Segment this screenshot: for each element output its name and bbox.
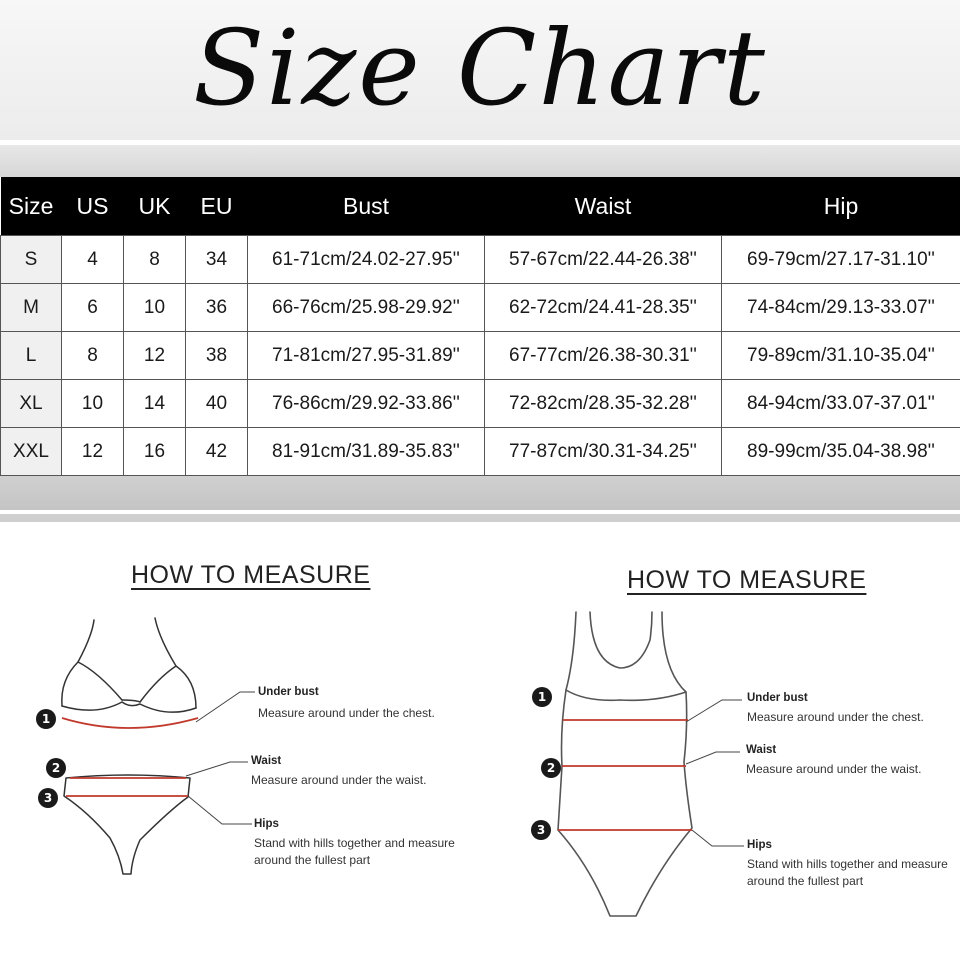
header-hip: Hip	[722, 177, 960, 236]
under-bust-label-left: Under bust	[258, 686, 319, 698]
cell-uk: 8	[124, 236, 186, 284]
step-2-badge-left: 2	[46, 758, 66, 778]
cell-bust: 81-91cm/31.89-35.83''	[248, 428, 485, 476]
header-uk: UK	[124, 177, 186, 236]
cell-size: L	[1, 332, 62, 380]
cell-hip: 69-79cm/27.17-31.10''	[722, 236, 960, 284]
hips-desc2-left: around the fullest part	[254, 853, 371, 867]
cell-bust: 61-71cm/24.02-27.95''	[248, 236, 485, 284]
under-bust-desc-right: Measure around under the chest.	[747, 710, 924, 724]
cell-eu: 36	[186, 284, 248, 332]
cell-hip: 79-89cm/31.10-35.04''	[722, 332, 960, 380]
cell-eu: 40	[186, 380, 248, 428]
header-size: Size	[1, 177, 62, 236]
step-1-badge-left: 1	[36, 709, 56, 729]
cell-us: 6	[62, 284, 124, 332]
cell-hip: 89-99cm/35.04-38.98''	[722, 428, 960, 476]
cell-waist: 62-72cm/24.41-28.35''	[485, 284, 722, 332]
cell-size: M	[1, 284, 62, 332]
hips-label-left: Hips	[254, 818, 279, 830]
cell-bust: 66-76cm/25.98-29.92''	[248, 284, 485, 332]
page-title: Size Chart	[193, 7, 767, 129]
cell-us: 4	[62, 236, 124, 284]
cell-eu: 42	[186, 428, 248, 476]
header-us: US	[62, 177, 124, 236]
cell-size: XL	[1, 380, 62, 428]
cell-uk: 14	[124, 380, 186, 428]
how-to-measure-heading-right: HOW TO MEASURE	[627, 566, 867, 594]
under-bust-desc-left: Measure around under the chest.	[258, 706, 435, 720]
cell-eu: 34	[186, 236, 248, 284]
under-bust-label-right: Under bust	[747, 692, 808, 704]
cell-uk: 16	[124, 428, 186, 476]
cell-size: S	[1, 236, 62, 284]
cell-uk: 10	[124, 284, 186, 332]
step-3-badge-left: 3	[38, 788, 58, 808]
cell-uk: 12	[124, 332, 186, 380]
waist-label-right: Waist	[746, 744, 777, 756]
cell-bust: 76-86cm/29.92-33.86''	[248, 380, 485, 428]
cell-eu: 38	[186, 332, 248, 380]
hips-label-right: Hips	[747, 839, 772, 851]
hips-desc-left: Stand with hills together and measure	[254, 836, 455, 850]
hips-desc2-right: around the fullest part	[747, 874, 864, 888]
cell-hip: 84-94cm/33.07-37.01''	[722, 380, 960, 428]
header-bust: Bust	[248, 177, 485, 236]
waist-desc-right: Measure around under the waist.	[746, 762, 922, 776]
cell-waist: 67-77cm/26.38-30.31''	[485, 332, 722, 380]
step-1-badge-right: 1	[532, 687, 552, 707]
cell-bust: 71-81cm/27.95-31.89''	[248, 332, 485, 380]
cell-waist: 57-67cm/22.44-26.38''	[485, 236, 722, 284]
cell-us: 8	[62, 332, 124, 380]
cell-us: 10	[62, 380, 124, 428]
cell-hip: 74-84cm/29.13-33.07''	[722, 284, 960, 332]
step-2-badge-right: 2	[541, 758, 561, 778]
cell-size: XXL	[1, 428, 62, 476]
waist-label-left: Waist	[251, 755, 282, 767]
hips-desc-right: Stand with hills together and measure	[747, 857, 948, 871]
step-3-badge-right: 3	[531, 820, 551, 840]
how-to-measure-heading-left: HOW TO MEASURE	[131, 561, 371, 589]
waist-desc-left: Measure around under the waist.	[251, 773, 427, 787]
cell-us: 12	[62, 428, 124, 476]
cell-waist: 77-87cm/30.31-34.25''	[485, 428, 722, 476]
header-waist: Waist	[485, 177, 722, 236]
cell-waist: 72-82cm/28.35-32.28''	[485, 380, 722, 428]
header-eu: EU	[186, 177, 248, 236]
